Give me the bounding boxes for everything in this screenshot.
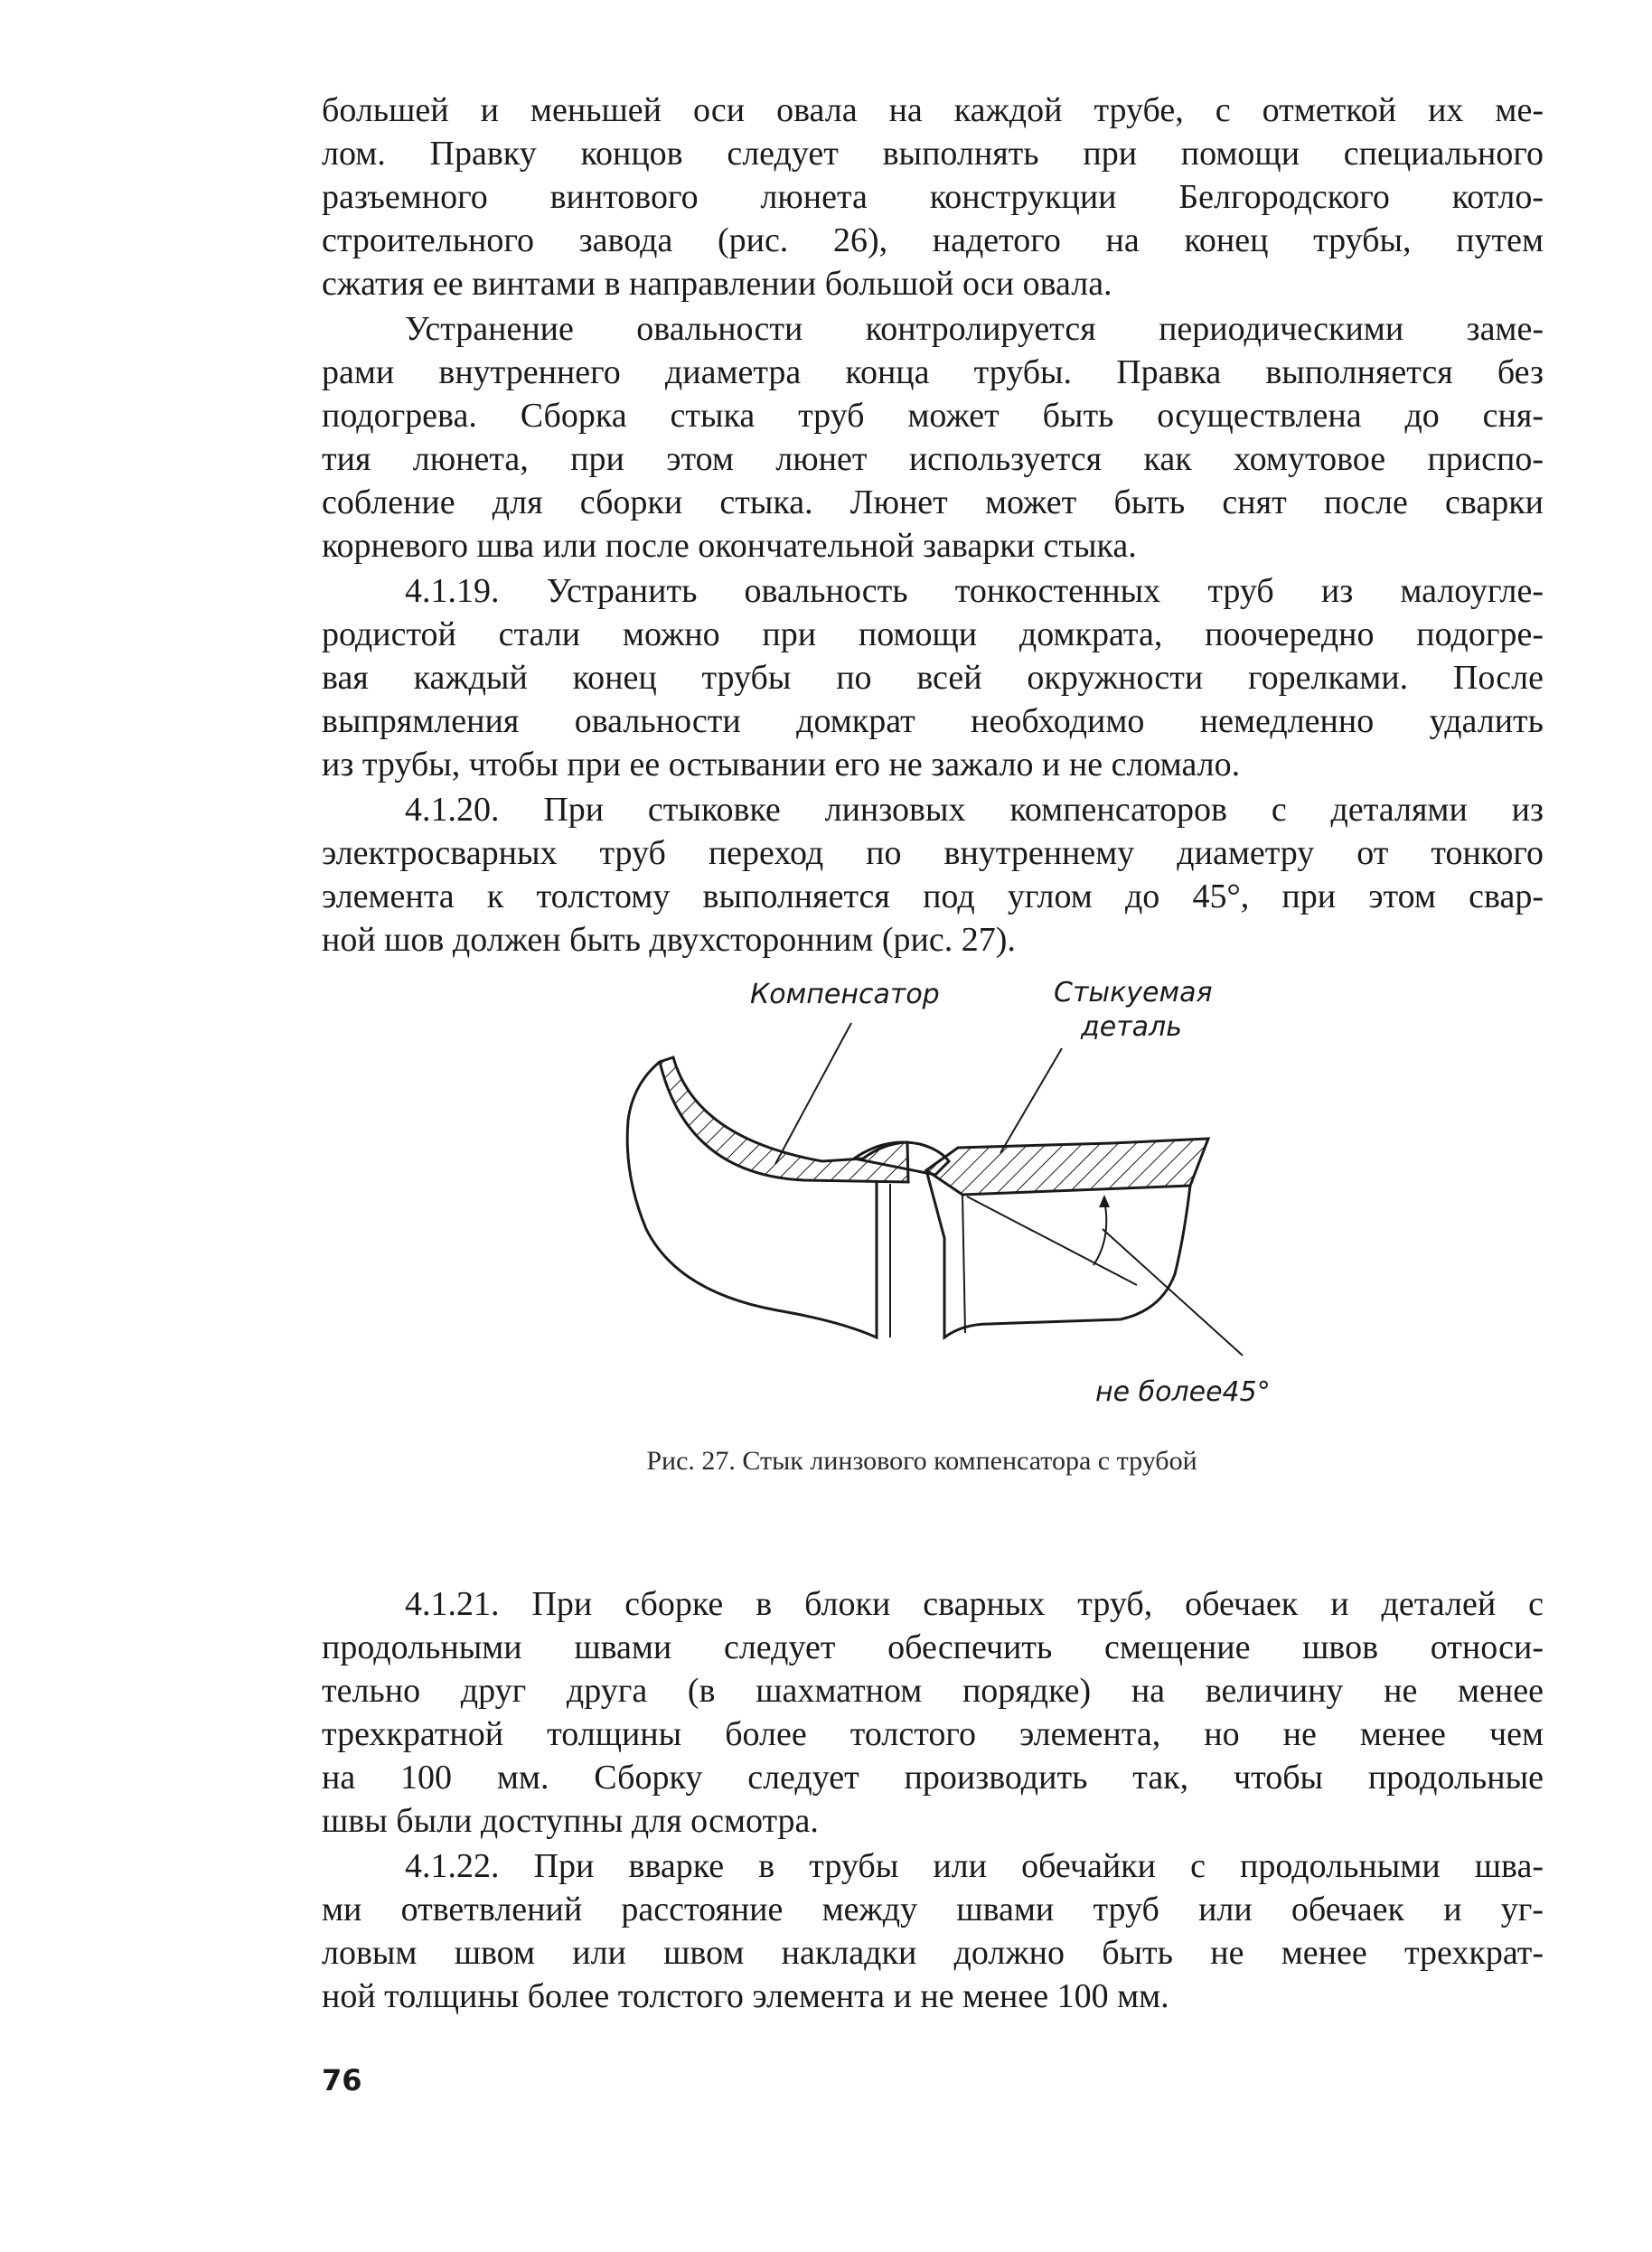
text-line: из трубы, чтобы при ее остывании его не зажало и не сломало. bbox=[322, 746, 1241, 784]
text-line: разъемного винтового люнета конструкции Белгородского котло- bbox=[322, 178, 1544, 216]
text-line: 4.1.19. Устранить овальность тонкостенных труб из малоугле- bbox=[405, 572, 1544, 610]
text-line: швы были доступны для осмотра. bbox=[322, 1802, 819, 1840]
label-joining-part-line1: Стыкуемая bbox=[1054, 977, 1213, 1009]
page-number: 76 bbox=[322, 2063, 362, 2097]
text-line: сжатия ее винтами в направлении большой оси овала. bbox=[322, 265, 1112, 303]
label-joining-part-line2: деталь bbox=[1081, 1011, 1182, 1043]
text-line: ной шов должен быть двухсторонним (рис. 27). bbox=[322, 921, 1016, 959]
text-line: лом. Правку концов следует выполнять при помощи специального bbox=[322, 135, 1544, 173]
label-angle: не более45° bbox=[1095, 1376, 1271, 1408]
figure-caption: Рис. 27. Стык линзового компенсатора с трубой bbox=[646, 1446, 1197, 1476]
text-line: трехкратной толщины более толстого элемента, но не менее чем bbox=[322, 1715, 1544, 1753]
compensator-body bbox=[627, 1062, 877, 1337]
compensator-wall bbox=[660, 1057, 908, 1182]
text-line: вая каждый конец трубы по всей окружности горелками. После bbox=[322, 659, 1544, 697]
label-compensator: Компенсатор bbox=[750, 979, 940, 1010]
text-line: элемента к толстому выполняется под углом до 45°, при этом свар- bbox=[322, 877, 1544, 915]
text-line: выпрямления овальности домкрат необходимо немедленно удалить bbox=[322, 702, 1544, 740]
text-line: 4.1.22. При вварке в трубы или обечайки с продольными шва- bbox=[405, 1847, 1544, 1885]
text-line: тельно друг друга (в шахматном порядке) на величину не менее bbox=[322, 1672, 1544, 1710]
text-line: 4.1.21. При сборке в блоки сварных труб, обечаек и деталей с bbox=[405, 1585, 1544, 1623]
text-line: строительного завода (рис. 26), надетого на конец трубы, путем bbox=[322, 221, 1544, 259]
text-line: большей и меньшей оси овала на каждой трубе, с отметкой их ме- bbox=[322, 91, 1544, 129]
text-line: родистой стали можно при помощи домкрата, поочередно подогре- bbox=[322, 615, 1544, 653]
text-line: ми ответвлений расстояние между швами труб или обечаек и уг- bbox=[322, 1891, 1544, 1928]
text-line: на 100 мм. Сборку следует производить так, чтобы продольные bbox=[322, 1759, 1544, 1797]
text-line: ной толщины более толстого элемента и не менее 100 мм. bbox=[322, 1977, 1169, 2015]
text-line: электросварных труб переход по внутреннему диаметру от тонкого bbox=[322, 834, 1544, 872]
text-line: продольными швами следует обеспечить смещение швов относи- bbox=[322, 1628, 1544, 1666]
text-line: рами внутреннего диаметра конца трубы. Правка выполняется без bbox=[322, 353, 1544, 391]
figure-lens-compensator-joint bbox=[578, 967, 1301, 1419]
joining-part-wall bbox=[926, 1139, 1208, 1195]
text-line: корневого шва или после окончательной заварки стыка. bbox=[322, 527, 1137, 565]
text-line: подогрева. Сборка стыка труб может быть осуществлена до сня- bbox=[322, 397, 1544, 435]
text-line: Устранение овальности контролируется периодическими заме- bbox=[405, 310, 1544, 348]
text-line: тия люнета, при этом люнет используется как хомутовое приспо- bbox=[322, 440, 1544, 478]
text-line: ловым швом или швом накладки должно быть не менее трехкрат- bbox=[322, 1934, 1544, 1972]
text-line: собление для сборки стыка. Люнет может быть снят после сварки bbox=[322, 483, 1544, 521]
text-line: 4.1.20. При стыковке линзовых компенсаторов с деталями из bbox=[405, 791, 1544, 829]
